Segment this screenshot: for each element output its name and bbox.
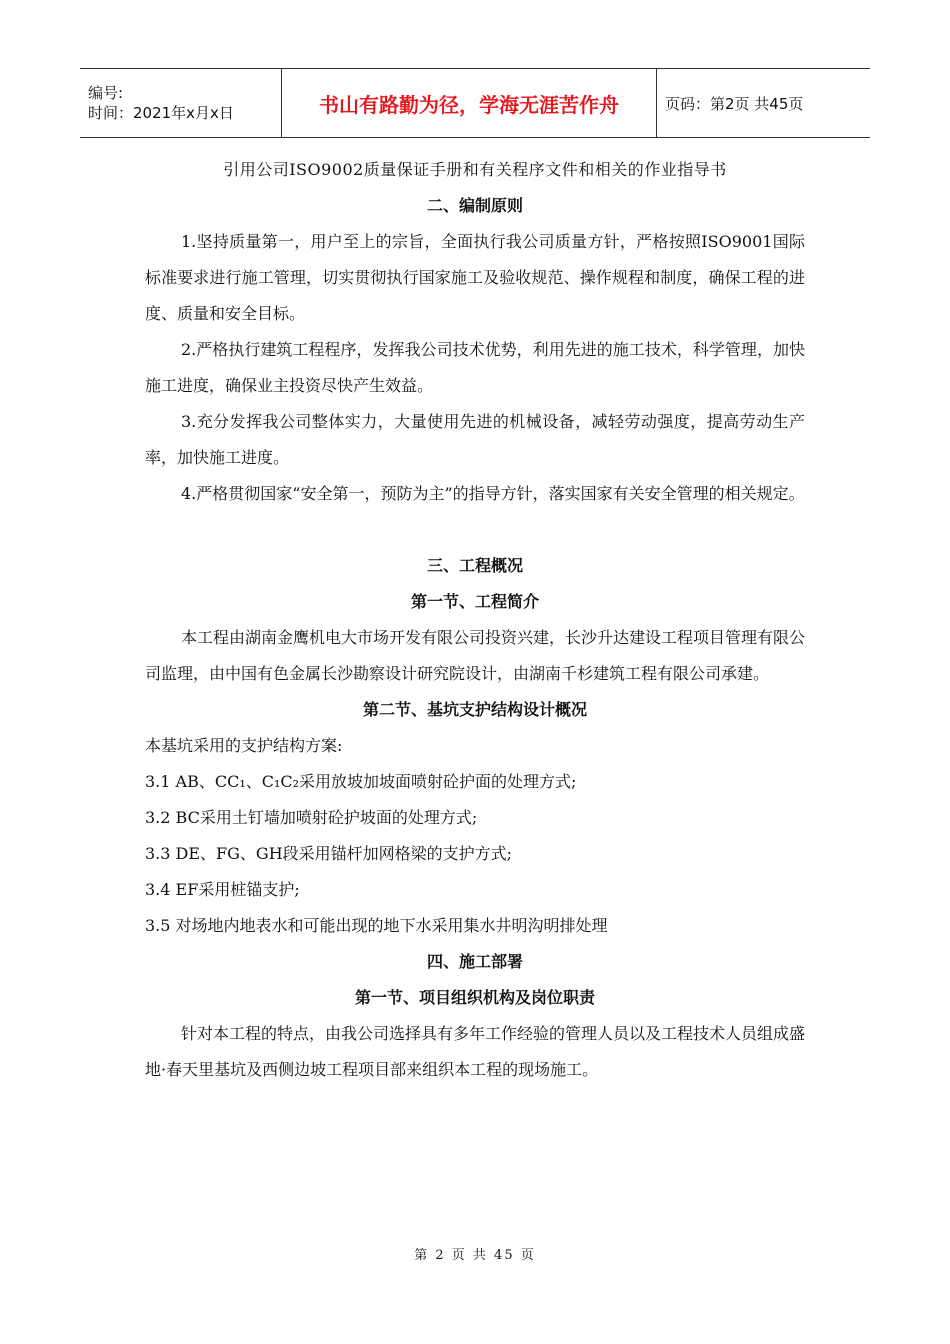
list-item: 3.5 对场地内地表水和可能出现的地下水采用集水井明沟明排处理 — [145, 916, 608, 935]
paragraph: 1.坚持质量第一，用户至上的宗旨，全面执行我公司质量方针，严格按照ISO9001国际标准要求进行施工管理，切实贯彻执行国家施工及验收规范、操作规程和制度，确保工程的进度、质量和安全目标。 — [145, 232, 805, 323]
list-item: 3.1 AB、CC₁、C₁C₂采用放坡加坡面喷射砼护面的处理方式; — [145, 772, 577, 791]
header-motto: 书山有路勤为径，学海无涯苦作舟 — [282, 69, 657, 137]
document-body — [145, 152, 805, 1088]
page-footer: 第 2 页 共 45 页 — [414, 1248, 536, 1263]
list-item: 3.2 BC采用土钉墙加喷射砼护坡面的处理方式; — [145, 808, 478, 827]
subsection-heading: 第一节、项目组织机构及岗位职责 — [354, 988, 595, 1007]
page-header — [80, 68, 870, 138]
list-item: 3.3 DE、FG、GH段采用锚杆加网格梁的支护方式; — [145, 844, 513, 863]
spacer — [145, 512, 805, 548]
document-date: 时间：2021年x月x日 — [88, 104, 234, 122]
paragraph: 2.严格执行建筑工程程序，发挥我公司技术优势，利用先进的施工技术，科学管理，加快施工进度，确保业主投资尽快产生效益。 — [145, 340, 805, 395]
paragraph: 本工程由湖南金鹰机电大市场开发有限公司投资兴建，长沙升达建设工程项目管理有限公司监理，由中国有色金属长沙勘察设计研究院设计，由湖南千杉建筑工程有限公司承建。 — [145, 628, 806, 683]
plan-intro: 本基坑采用的支护结构方案: — [145, 736, 343, 755]
paragraph: 4.严格贯彻国家“安全第一，预防为主”的指导方针，落实国家有关安全管理的相关规定。 — [181, 484, 805, 503]
list-item: 3.4 EF采用桩锚支护; — [145, 880, 300, 899]
document-number-label: 编号: — [88, 84, 124, 102]
header-meta — [80, 69, 282, 137]
subsection-heading: 第一节、工程简介 — [410, 592, 539, 611]
intro-line: 引用公司ISO9002质量保证手册和有关程序文件和相关的作业指导书 — [223, 160, 727, 179]
section-heading: 四、施工部署 — [426, 952, 523, 971]
header-page-info: 页码：第2页 共45页 — [665, 94, 804, 113]
paragraph: 3.充分发挥我公司整体实力，大量使用先进的机械设备，减轻劳动强度，提高劳动生产率，加快施工进度。 — [145, 412, 805, 467]
paragraph: 针对本工程的特点，由我公司选择具有多年工作经验的管理人员以及工程技术人员组成盛地·春天里基坑及西侧边坡工程项目部来组织本工程的现场施工。 — [145, 1024, 806, 1079]
section-heading: 三、工程概况 — [426, 556, 523, 575]
subsection-heading: 第二节、基坑支护结构设计概况 — [362, 700, 587, 719]
section-heading: 二、编制原则 — [426, 196, 523, 215]
